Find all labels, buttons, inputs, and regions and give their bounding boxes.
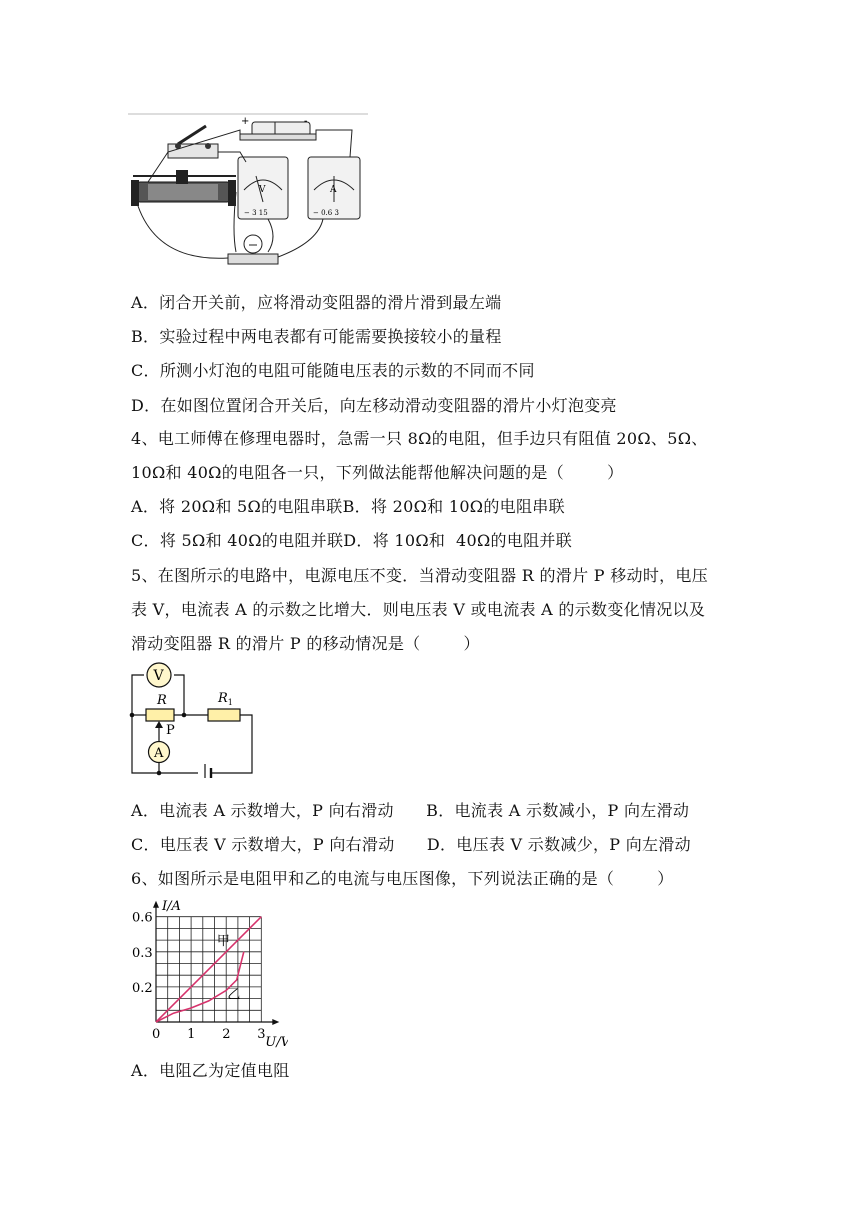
q3-option-d: D．在如图位置闭合开关后，向左移动滑动变阻器的滑片小灯泡变亮 [131, 396, 617, 415]
y-tick-label: 0.3 [132, 945, 153, 961]
q5-slider-label: P [166, 723, 175, 738]
y-axis-label: I/A [162, 899, 181, 914]
voltmeter-letter: V [259, 185, 266, 195]
resistor-icon [208, 709, 240, 721]
q6-chart-svg [128, 896, 288, 1048]
q5-resistor-label: $R_1$ [218, 691, 233, 707]
q5-voltmeter-letter: V [153, 668, 164, 684]
switch-icon [168, 126, 218, 158]
q3-option-a: A．闭合开关前，应将滑动变阻器的滑片滑到最左端 [131, 293, 502, 312]
q5-stem-line-1: 5、在图所示的电路中，电源电压不变．当滑动变阻器 R 的滑片 P 移动时，电压 [131, 566, 709, 585]
q5-rheostat-label: R [157, 693, 167, 708]
series-line-jia [156, 917, 261, 1022]
x-tick-label: 3 [257, 1027, 266, 1042]
q5-circuit-svg [128, 660, 260, 778]
y-axis-arrow-icon [153, 901, 159, 908]
q3-option-c: C．所测小灯泡的电阻可能随电压表的示数的不同而不同 [131, 361, 535, 380]
ammeter-letter: A [330, 185, 337, 195]
ammeter-terminals: − 0.6 3 [313, 209, 339, 217]
q3-option-b: B．实验过程中两电表都有可能需要换接较小的量程 [131, 327, 502, 346]
battery-plus-label: + [241, 116, 250, 127]
battery-minus-label: - [304, 116, 308, 127]
series-label-yi: 乙 [227, 987, 241, 1003]
x-tick-label: 0 [152, 1027, 161, 1042]
q6-option-a: A．电阻乙为定值电阻 [131, 1061, 290, 1080]
q6-stem: 6、如图所示是电阻甲和乙的电流与电压图像，下列说法正确的是（ ） [131, 869, 674, 888]
x-axis-label: U/V [265, 1035, 288, 1048]
x-axis-arrow-icon [272, 1019, 279, 1025]
battery-icon [205, 764, 211, 778]
q5-stem-line-3: 滑动变阻器 R 的滑片 P 的移动情况是（ ） [131, 634, 480, 653]
rheostat-icon [131, 170, 236, 206]
q5-circuit-diagram [128, 660, 260, 778]
q4-stem-line-2: 10Ω和 40Ω的电阻各一只，下列做法能帮他解决问题的是（ ） [131, 463, 624, 482]
q3-circuit-svg [128, 112, 370, 277]
q5-ammeter-letter: A [154, 746, 164, 761]
q3-circuit-figure [128, 112, 370, 277]
q5-options-line-1: A．电流表 A 示数增大，P 向右滑动 B．电流表 A 示数减小，P 向左滑动 [131, 801, 690, 820]
series-label-jia: 甲 [216, 933, 230, 949]
q6-iu-chart [128, 896, 288, 1048]
q5-stem-line-2: 表 V，电流表 A 的示数之比增大．则电压表 V 或电流表 A 的示数变化情况以及 [131, 600, 706, 619]
q4-stem-line-1: 4、电工师傅在修理电器时，急需一只 8Ω的电阻，但手边只有阻值 20Ω、5Ω、 [131, 429, 708, 448]
q4-options-line-2: C．将 5Ω和 40Ω的电阻并联D．将 10Ω和 40Ω的电阻并联 [131, 531, 573, 550]
x-tick-label: 1 [187, 1027, 196, 1042]
q5-options-line-2: C．电压表 V 示数增大，P 向右滑动 D．电压表 V 示数减少，P 向左滑动 [131, 835, 691, 854]
q4-options-line-1: A．将 20Ω和 5Ω的电阻串联B．将 20Ω和 10Ω的电阻串联 [131, 497, 565, 516]
y-tick-label: 0.6 [132, 910, 153, 926]
x-tick-label: 2 [222, 1027, 231, 1042]
voltmeter-terminals: − 3 15 [244, 209, 268, 217]
slider-arrow-icon [155, 721, 163, 728]
y-tick-label: 0.2 [132, 980, 153, 996]
rheostat-icon [146, 709, 174, 721]
